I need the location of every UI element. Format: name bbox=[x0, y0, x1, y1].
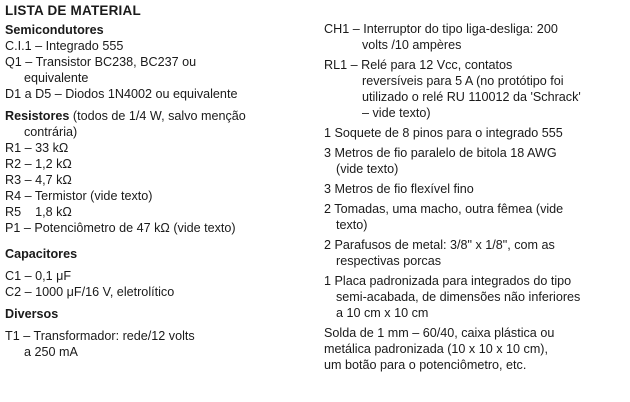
section-heading-resistores bbox=[5, 108, 320, 124]
page-title: LISTA DE MATERIAL bbox=[5, 3, 141, 18]
list-item-line: reversíveis para 5 A (no protótipo foi bbox=[362, 74, 564, 88]
section-heading-capacitores: Capacitores bbox=[5, 247, 78, 261]
list-item: R5 1,8 kΩ bbox=[5, 205, 72, 219]
list-item-line: 1 Placa padronizada para integrados do tipo bbox=[324, 274, 572, 288]
list-item: R3 – 4,7 kΩ bbox=[5, 173, 72, 187]
list-item-line: metálica padronizada (10 x 10 x 10 cm), bbox=[324, 342, 549, 356]
list-item-line: RL1 – Relé para 12 Vcc, contatos bbox=[324, 58, 513, 72]
list-item-line: – vide texto) bbox=[362, 106, 431, 120]
list-item-line: (vide texto) bbox=[336, 162, 399, 176]
list-item-line: utilizado o relé RU 110012 da 'Schrack' bbox=[362, 90, 581, 104]
list-item-line: volts /10 ampères bbox=[362, 38, 462, 52]
list-item-line: um botão para o potenciômetro, etc. bbox=[324, 358, 527, 372]
list-item: P1 – Potenciômetro de 47 kΩ (vide texto) bbox=[5, 221, 236, 235]
list-item-fio-paralelo bbox=[324, 145, 626, 177]
list-item: Q1 – Transistor BC238, BC237 ou bbox=[5, 55, 197, 69]
list-item: C2 – 1000 μF/16 V, eletrolítico bbox=[5, 285, 175, 299]
list-item-line: Solda de 1 mm – 60/40, caixa plástica ou bbox=[324, 326, 555, 340]
section-capacitores bbox=[5, 246, 320, 300]
list-item-tomadas bbox=[324, 201, 626, 233]
list-item-placa bbox=[324, 273, 626, 321]
section-heading-semicondutores: Semicondutores bbox=[5, 23, 104, 37]
list-item-line: semi-acabada, de dimensões não inferiores bbox=[336, 290, 581, 304]
list-item-fio-flexivel bbox=[324, 181, 626, 197]
section-heading-resistores-label: Resistores bbox=[5, 109, 70, 123]
list-item-line: 3 Metros de fio flexível fino bbox=[324, 182, 474, 196]
list-item-line: 2 Parafusos de metal: 3/8" x 1/8", com as bbox=[324, 238, 555, 252]
list-item: C.I.1 – Integrado 555 bbox=[5, 39, 124, 53]
right-column bbox=[324, 21, 626, 377]
list-item-line: 2 Tomadas, uma macho, outra fêmea (vide bbox=[324, 202, 564, 216]
list-item-line: 1 Soquete de 8 pinos para o integrado 555 bbox=[324, 126, 563, 140]
list-item-line: CH1 – Interruptor do tipo liga-desliga: 200 bbox=[324, 22, 558, 36]
list-item-soquete bbox=[324, 125, 626, 141]
list-item-continuation: a 250 mA bbox=[24, 345, 78, 359]
list-item-continuation: equivalente bbox=[24, 71, 89, 85]
section-resistores bbox=[5, 108, 320, 236]
list-item: T1 – Transformador: rede/12 volts bbox=[5, 329, 195, 343]
list-item-rl1 bbox=[324, 57, 626, 121]
section-diversos bbox=[5, 306, 320, 360]
list-item-ch1 bbox=[324, 21, 626, 53]
list-item-parafusos bbox=[324, 237, 626, 269]
left-column bbox=[5, 0, 320, 360]
list-item-line: 3 Metros de fio paralelo de bitola 18 AWG bbox=[324, 146, 557, 160]
section-heading-resistores-note: (todos de 1/4 W, salvo menção bbox=[69, 109, 246, 123]
list-item: R4 – Termistor (vide texto) bbox=[5, 189, 153, 203]
section-heading-diversos: Diversos bbox=[5, 307, 59, 321]
list-item: R2 – 1,2 kΩ bbox=[5, 157, 72, 171]
list-item-line: respectivas porcas bbox=[336, 254, 441, 268]
list-item-line: texto) bbox=[336, 218, 368, 232]
list-item: D1 a D5 – Diodos 1N4002 ou equivalente bbox=[5, 87, 238, 101]
list-item: R1 – 33 kΩ bbox=[5, 141, 69, 155]
section-heading-resistores-note-cont: contrária) bbox=[24, 125, 78, 139]
list-item: C1 – 0,1 μF bbox=[5, 269, 72, 283]
section-semicondutores bbox=[5, 22, 320, 102]
list-item-solda bbox=[324, 325, 626, 373]
list-item-line: a 10 cm x 10 cm bbox=[336, 306, 429, 320]
